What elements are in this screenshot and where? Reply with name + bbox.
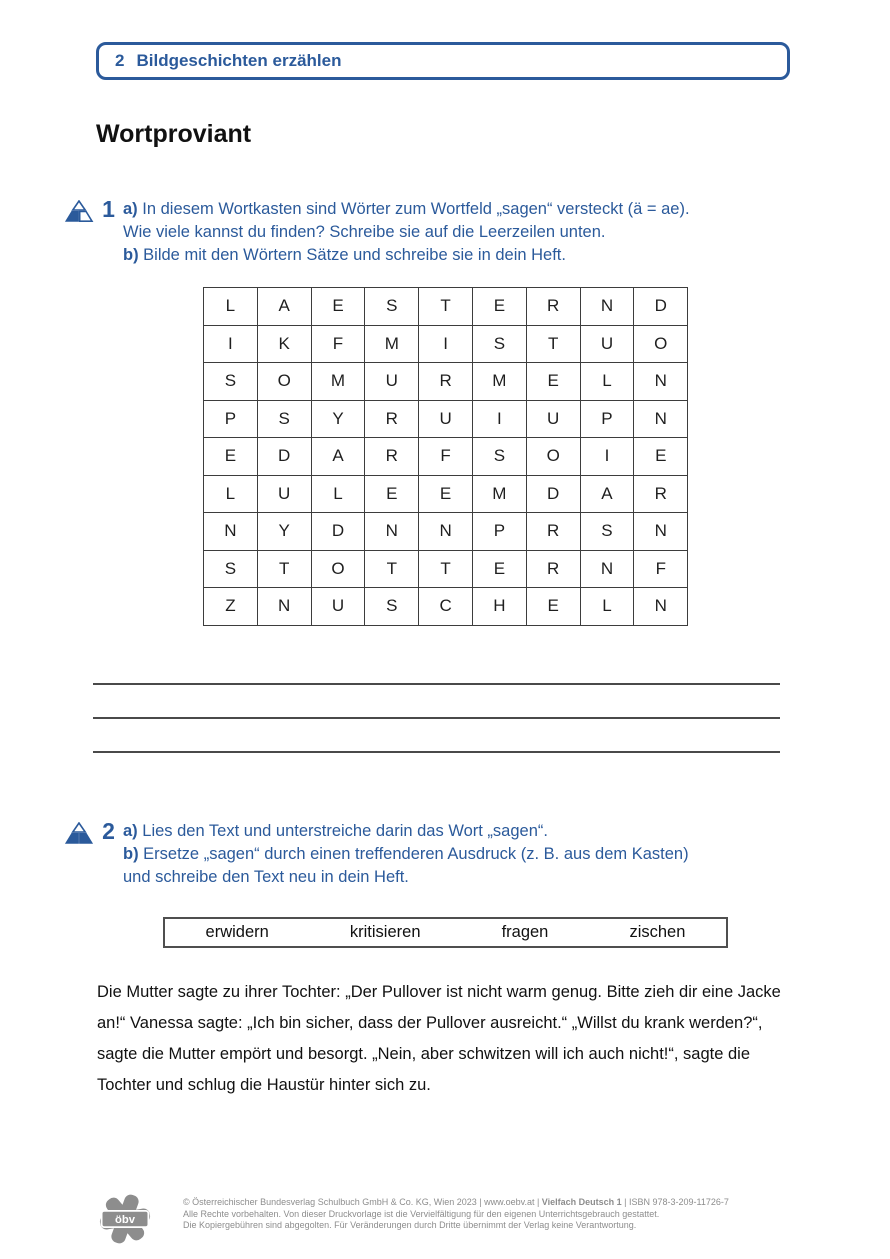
grid-cell: N bbox=[204, 513, 258, 551]
grid-cell: N bbox=[634, 513, 688, 551]
instruction-line bbox=[123, 866, 793, 889]
grid-cell: S bbox=[365, 588, 419, 626]
grid-row bbox=[204, 363, 688, 401]
grid-cell: S bbox=[204, 550, 258, 588]
grid-cell: R bbox=[365, 400, 419, 438]
grid-cell: S bbox=[365, 288, 419, 326]
instruction-text: und schreibe den Text neu in dein Heft. bbox=[123, 868, 409, 886]
grid-cell: L bbox=[204, 288, 258, 326]
answer-line bbox=[93, 719, 780, 753]
grid-cell: M bbox=[472, 363, 526, 401]
grid-row bbox=[204, 513, 688, 551]
grid-cell: U bbox=[526, 400, 580, 438]
instruction-text: Lies den Text und unterstreiche darin das Wort „sagen“. bbox=[142, 822, 548, 840]
chapter-number: 2 bbox=[115, 51, 125, 70]
grid-cell: N bbox=[257, 588, 311, 626]
grid-cell: R bbox=[526, 550, 580, 588]
grid-cell: Y bbox=[311, 400, 365, 438]
letter-grid bbox=[203, 287, 688, 626]
grid-cell: L bbox=[311, 475, 365, 513]
grid-cell: S bbox=[472, 325, 526, 363]
grid-cell: T bbox=[365, 550, 419, 588]
grid-cell: O bbox=[526, 438, 580, 476]
grid-cell: U bbox=[257, 475, 311, 513]
footer bbox=[183, 1197, 783, 1232]
grid-cell: F bbox=[419, 438, 473, 476]
grid-cell: P bbox=[204, 400, 258, 438]
answer-lines bbox=[93, 651, 780, 753]
grid-cell: H bbox=[472, 588, 526, 626]
grid-cell: E bbox=[634, 438, 688, 476]
exercise-number: 2 bbox=[102, 818, 115, 844]
grid-cell: P bbox=[580, 400, 634, 438]
word-box-item: kritisieren bbox=[349, 923, 421, 941]
instruction-prefix: a) bbox=[123, 822, 143, 840]
instruction-text: Ersetze „sagen“ durch einen treffenderen Ausdruck (z. B. aus dem Kasten) bbox=[143, 845, 689, 863]
instruction-prefix: b) bbox=[123, 845, 144, 863]
grid-cell: R bbox=[526, 288, 580, 326]
grid-cell: T bbox=[419, 288, 473, 326]
oebv-logo bbox=[98, 1192, 152, 1246]
instruction-text: Bilde mit den Wörtern Sätze und schreibe sie in dein Heft. bbox=[143, 246, 566, 264]
answer-line bbox=[93, 685, 780, 719]
grid-cell: N bbox=[580, 550, 634, 588]
grid-cell: U bbox=[419, 400, 473, 438]
grid-cell: E bbox=[526, 363, 580, 401]
grid-cell: E bbox=[365, 475, 419, 513]
grid-cell: L bbox=[580, 588, 634, 626]
grid-row bbox=[204, 325, 688, 363]
word-box bbox=[163, 917, 728, 948]
grid-cell: A bbox=[257, 288, 311, 326]
grid-cell: C bbox=[419, 588, 473, 626]
grid-cell: P bbox=[472, 513, 526, 551]
grid-cell: I bbox=[472, 400, 526, 438]
grid-cell: M bbox=[365, 325, 419, 363]
footer-copyright: © Österreichischer Bundesverlag Schulbuch GmbH & Co. KG, Wien 2023 | www.oebv.at | bbox=[183, 1197, 542, 1207]
grid-cell: R bbox=[526, 513, 580, 551]
footer-series-title: Vielfach Deutsch 1 bbox=[541, 1197, 622, 1207]
grid-cell: F bbox=[634, 550, 688, 588]
grid-cell: A bbox=[580, 475, 634, 513]
grid-cell: N bbox=[580, 288, 634, 326]
grid-cell: E bbox=[526, 588, 580, 626]
instruction-prefix: b) bbox=[123, 246, 144, 264]
grid-cell: S bbox=[204, 363, 258, 401]
grid-cell: T bbox=[257, 550, 311, 588]
grid-cell: R bbox=[365, 438, 419, 476]
footer-isbn: | ISBN 978-3-209-11726-7 bbox=[621, 1197, 729, 1207]
grid-cell: S bbox=[472, 438, 526, 476]
exercise-2 bbox=[64, 820, 793, 889]
grid-cell: U bbox=[365, 363, 419, 401]
grid-cell: D bbox=[311, 513, 365, 551]
grid-cell: D bbox=[257, 438, 311, 476]
grid-row bbox=[204, 550, 688, 588]
grid-cell: N bbox=[419, 513, 473, 551]
difficulty-pyramid-icon bbox=[64, 200, 94, 222]
oebv-logo-label: öbv bbox=[114, 1214, 136, 1227]
grid-cell: A bbox=[311, 438, 365, 476]
grid-cell: R bbox=[419, 363, 473, 401]
grid-cell: F bbox=[311, 325, 365, 363]
grid-cell: N bbox=[634, 588, 688, 626]
footer-line2: Alle Rechte vorbehalten. Von dieser Druckvorlage ist die Vervielfältigung für den eigenen Unterrichtsgebrauch gestattet. bbox=[183, 1208, 660, 1219]
grid-cell: N bbox=[365, 513, 419, 551]
grid-cell: I bbox=[419, 325, 473, 363]
instruction-line bbox=[123, 221, 793, 244]
grid-cell: D bbox=[526, 475, 580, 513]
grid-cell: L bbox=[204, 475, 258, 513]
story-text: Die Mutter sagte zu ihrer Tochter: „Der Pullover ist nicht warm genug. Bitte zieh dir eine Jacke an!“ Vanessa sagte: „Ich bin sicher, dass der Pullover ausreicht.“ „Willst du krank werden?“, sagte die Mutter empört und besorgt. „Nein, aber schwitzen will ich auch nicht!“, sagte die Tochter und schlug die Haustür hinter sich zu. bbox=[97, 983, 781, 1094]
grid-cell: E bbox=[472, 288, 526, 326]
grid-cell: E bbox=[204, 438, 258, 476]
grid-row bbox=[204, 288, 688, 326]
grid-cell: O bbox=[634, 325, 688, 363]
grid-cell: I bbox=[580, 438, 634, 476]
grid-cell: E bbox=[311, 288, 365, 326]
instruction-prefix: a) bbox=[123, 200, 143, 218]
exercise-1-instructions bbox=[123, 198, 793, 267]
grid-cell: Z bbox=[204, 588, 258, 626]
answer-line bbox=[93, 651, 780, 685]
difficulty-pyramid-icon bbox=[64, 822, 94, 844]
grid-row bbox=[204, 400, 688, 438]
grid-cell: O bbox=[257, 363, 311, 401]
exercise-2-instructions bbox=[123, 820, 793, 889]
grid-cell: T bbox=[419, 550, 473, 588]
grid-cell: L bbox=[580, 363, 634, 401]
grid-cell: U bbox=[311, 588, 365, 626]
instruction-text: Wie viele kannst du finden? Schreibe sie auf die Leerzeilen unten. bbox=[123, 223, 606, 241]
grid-cell: Y bbox=[257, 513, 311, 551]
grid-row bbox=[204, 475, 688, 513]
grid-cell: T bbox=[526, 325, 580, 363]
grid-row bbox=[204, 438, 688, 476]
word-box-item: fragen bbox=[501, 923, 549, 941]
grid-cell: M bbox=[311, 363, 365, 401]
footer-line1 bbox=[183, 1197, 783, 1209]
chapter-header bbox=[96, 42, 790, 80]
instruction-line bbox=[123, 820, 793, 843]
grid-cell: N bbox=[634, 400, 688, 438]
grid-cell: M bbox=[472, 475, 526, 513]
grid-cell: O bbox=[311, 550, 365, 588]
grid-cell: E bbox=[472, 550, 526, 588]
grid-cell: D bbox=[634, 288, 688, 326]
grid-cell: S bbox=[580, 513, 634, 551]
chapter-title: Bildgeschichten erzählen bbox=[136, 51, 342, 70]
grid-cell: U bbox=[580, 325, 634, 363]
grid-row bbox=[204, 588, 688, 626]
instruction-text: In diesem Wortkasten sind Wörter zum Wortfeld „sagen“ versteckt (ä = ae). bbox=[142, 200, 690, 218]
instruction-line bbox=[123, 198, 793, 221]
footer-line3: Die Kopiergebühren sind abgegolten. Für Veränderungen durch Dritte übernimmt der Verlag keine Verantwortung. bbox=[183, 1220, 637, 1231]
grid-cell: N bbox=[634, 363, 688, 401]
grid-cell: S bbox=[257, 400, 311, 438]
grid-cell: K bbox=[257, 325, 311, 363]
word-box-item: zischen bbox=[629, 923, 686, 941]
word-box-item: erwidern bbox=[205, 923, 269, 941]
instruction-line bbox=[123, 244, 793, 267]
exercise-number: 1 bbox=[102, 196, 115, 222]
page-title: Wortproviant bbox=[96, 120, 252, 148]
grid-cell: I bbox=[204, 325, 258, 363]
grid-cell: R bbox=[634, 475, 688, 513]
exercise-1 bbox=[64, 198, 793, 267]
instruction-line bbox=[123, 843, 793, 866]
grid-cell: E bbox=[419, 475, 473, 513]
